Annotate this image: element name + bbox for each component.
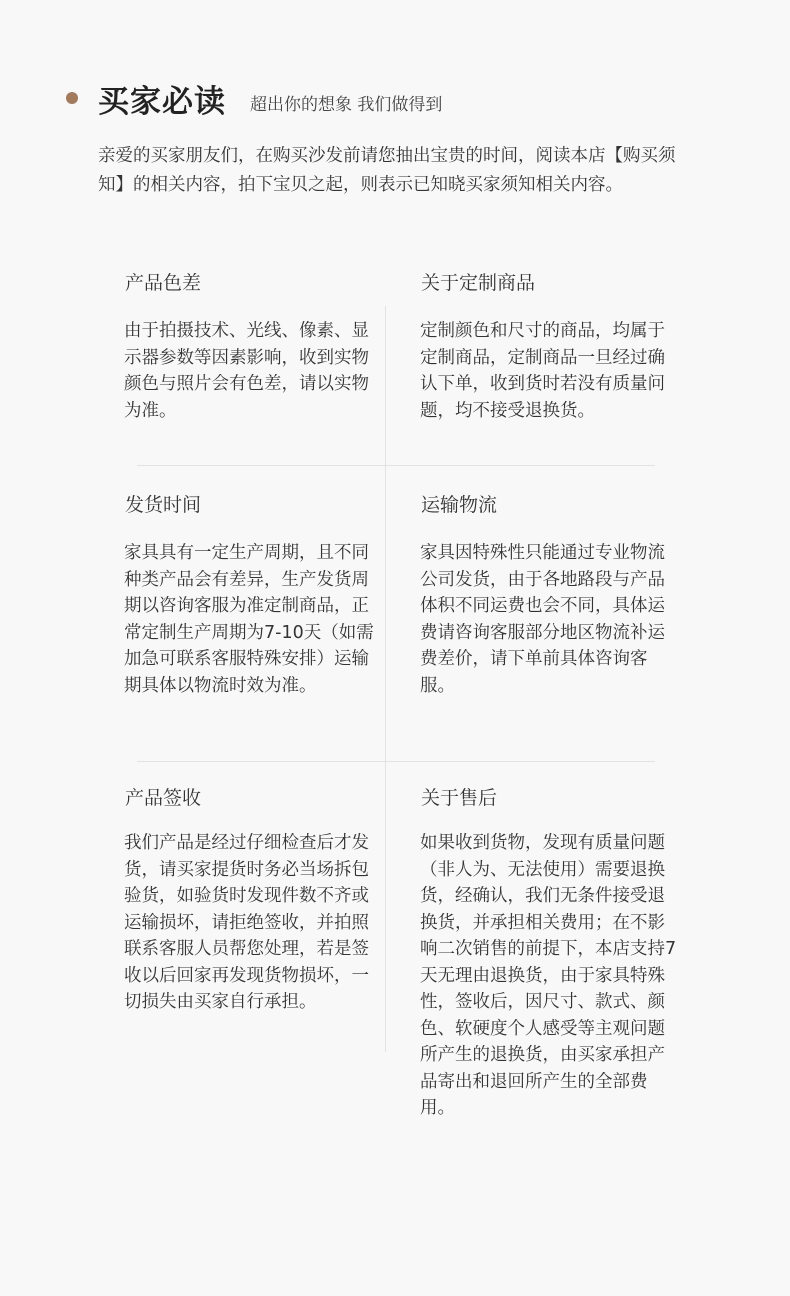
section-title-after-sales: 关于售后 bbox=[421, 787, 498, 809]
section-body-after-sales: 如果收到货物，发现有质量问题（非人为、无法使用）需要退换货，经确认，我们无条件接受退换货，并承担相关费用；在不影响二次销售的前提下，本店支持7天无理由退换货，由于家具特殊性，签收后，因尺寸、款式、颜色、软硬度个人感受等主观问题所产生的退换货，由买家承担产品寄出和退回所产生的全部费用。 bbox=[420, 833, 677, 1118]
page-subtitle: 超出你的想象 我们做得到 bbox=[250, 94, 443, 115]
section-body-color-difference: 由于拍摄技术、光线、像素、显示器参数等因素影响，收到实物颜色与照片会有色差，请以实物为准。 bbox=[124, 321, 369, 421]
section-title-receipt: 产品签收 bbox=[125, 787, 202, 809]
page-title: 买家必读 bbox=[98, 83, 226, 120]
section-title-color-difference: 产品色差 bbox=[125, 272, 202, 294]
horizontal-divider bbox=[137, 761, 655, 762]
intro-paragraph: 亲爱的买家朋友们，在购买沙发前请您抽出宝贵的时间，阅读本店【购买须知】的相关内容，拍下宝贝之起，则表示已知晓买家须知相关内容。 bbox=[98, 146, 676, 195]
section-body-custom-products: 定制颜色和尺寸的商品，均属于定制商品，定制商品一旦经过确认下单，收到货时若没有质量问题，均不接受退换货。 bbox=[420, 321, 665, 421]
section-title-shipping-time: 发货时间 bbox=[125, 494, 202, 516]
section-title-logistics: 运输物流 bbox=[421, 494, 498, 516]
bullet-dot-icon bbox=[66, 92, 78, 104]
section-body-shipping-time: 家具具有一定生产周期，且不同种类产品会有差异，生产发货周期以咨询客服为准定制商品，正常定制生产周期为7-10天（如需加急可联系客服特殊安排）运输期具体以物流时效为准。 bbox=[124, 543, 374, 696]
section-body-logistics: 家具因特殊性只能通过专业物流公司发货，由于各地路段与产品体积不同运费也会不同，具体运费请咨询客服部分地区物流补运费差价，请下单前具体咨询客服。 bbox=[420, 543, 665, 696]
horizontal-divider bbox=[137, 465, 655, 466]
section-title-custom-products: 关于定制商品 bbox=[421, 272, 536, 294]
header bbox=[66, 76, 442, 120]
section-body-receipt: 我们产品是经过仔细检查后才发货，请买家提货时务必当场拆包验货，如验货时发现件数不齐或运输损坏，请拒绝签收，并拍照联系客服人员帮您处理，若是签收以后回家再发现货物损坏，一切损失由买家自行承担。 bbox=[124, 833, 369, 1012]
